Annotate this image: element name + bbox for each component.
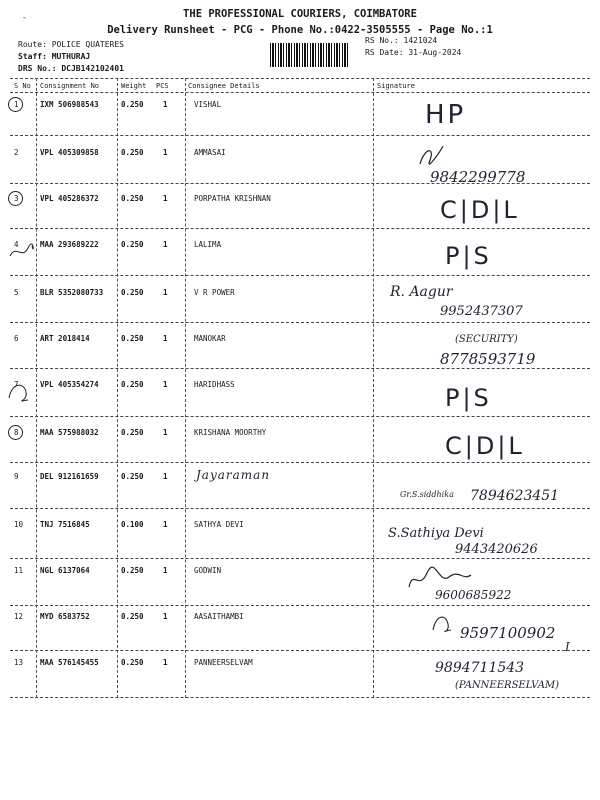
- weight-value: 0.250: [121, 428, 144, 437]
- row-rule: [10, 462, 590, 463]
- col-header-pcs: PCS: [156, 82, 169, 90]
- row-rule: [10, 228, 590, 229]
- row-sno: 7: [14, 380, 19, 389]
- consignment-number: VPL 405309858: [40, 148, 99, 157]
- staff-label: Staff: MUTHURAJ: [18, 52, 91, 61]
- pcs-value: 1: [163, 380, 168, 389]
- row-sno: 3: [14, 194, 19, 203]
- weight-value: 0.250: [121, 472, 144, 481]
- pcs-value: 1: [163, 612, 168, 621]
- row-sno: 1: [14, 100, 19, 109]
- circle-mark: [8, 425, 23, 440]
- pcs-value: 1: [163, 658, 168, 667]
- pcs-value: 1: [163, 100, 168, 109]
- consignment-number: MYD 6583752: [40, 612, 90, 621]
- signature-phone: 9894711543: [435, 660, 525, 676]
- weight-value: 0.250: [121, 380, 144, 389]
- signature-stamp: C|D|L: [445, 432, 525, 460]
- row-sno: 4: [14, 240, 19, 249]
- row-rule: [10, 558, 590, 559]
- rs-number: RS No.: 1421024: [365, 36, 438, 45]
- row-rule: [10, 416, 590, 417]
- consignee-name: V R POWER: [194, 288, 235, 297]
- pcs-value: 1: [163, 566, 168, 575]
- row-sno: 12: [14, 612, 24, 621]
- table-top-rule: [10, 78, 590, 79]
- consignment-number: MAA 576145455: [40, 658, 99, 667]
- scribble-mark: [6, 378, 32, 404]
- consignee-name: AASAITHAMBI: [194, 612, 244, 621]
- barcode-image: [270, 43, 350, 67]
- weight-value: 0.250: [121, 566, 144, 575]
- pcs-value: 1: [163, 428, 168, 437]
- consignment-number: NGL 6137064: [40, 566, 90, 575]
- weight-value: 0.250: [121, 148, 144, 157]
- signature-stamp: C|D|L: [440, 196, 520, 224]
- consignee-name: GODWIN: [194, 566, 222, 575]
- weight-value: 0.250: [121, 612, 144, 621]
- pcs-value: 1: [163, 194, 168, 203]
- consignee-name: PORPATHA KRISHNAN: [194, 194, 271, 203]
- consignee-name: HARIDHASS: [194, 380, 235, 389]
- consignee-name: SATHYA DEVI: [194, 520, 244, 529]
- col-header-signature: Signature: [377, 82, 415, 90]
- table-bottom-rule: [10, 697, 590, 698]
- signature-phone: 9443420626: [455, 542, 538, 557]
- row-rule: [10, 650, 590, 651]
- signature-stamp: P|S: [445, 384, 492, 412]
- drs-number: DRS No.: DCJB142102401: [18, 64, 124, 73]
- row-rule: [10, 275, 590, 276]
- consignee-name: LALIMA: [194, 240, 222, 249]
- row-rule: [10, 368, 590, 369]
- consignee-name: KRISHANA MOORTHY: [194, 428, 267, 437]
- rs-date: RS Date: 31-Aug-2024: [365, 48, 462, 57]
- pcs-value: 1: [163, 148, 168, 157]
- weight-value: 0.250: [121, 100, 144, 109]
- consignment-number: IXM 506988543: [40, 100, 99, 109]
- signature-mark: I: [565, 640, 570, 654]
- row-rule: [10, 322, 590, 323]
- row-sno: 5: [14, 288, 19, 297]
- consignment-number: MAA 575988032: [40, 428, 99, 437]
- circle-mark: [8, 191, 23, 206]
- pcs-value: 1: [163, 288, 168, 297]
- signature-stamp: P|S: [445, 242, 492, 270]
- consignment-number: TNJ 7516845: [40, 520, 90, 529]
- company-title: THE PROFESSIONAL COURIERS, COIMBATORE: [183, 8, 417, 20]
- row-sno: 9: [14, 472, 19, 481]
- pcs-value: 1: [163, 334, 168, 343]
- route-label: Route: POLICE QUATERES: [18, 40, 124, 49]
- consignment-number: DEL 912161659: [40, 472, 99, 481]
- consignment-number: BLR 5352080733: [40, 288, 104, 297]
- row-rule: [10, 605, 590, 606]
- row-sno: 11: [14, 566, 24, 575]
- dash-mark: -: [22, 13, 27, 22]
- weight-value: 0.250: [121, 288, 144, 297]
- row-rule: [10, 508, 590, 509]
- signature-scribble: [430, 610, 454, 634]
- signature-name: S.Sathiya Devi: [388, 526, 484, 541]
- row-rule: [10, 135, 590, 136]
- signature-stamp: HP: [425, 100, 467, 130]
- signature-name: R. Aagur: [390, 284, 453, 300]
- signature-name: (PANNEERSELVAM): [455, 680, 560, 691]
- consignee-name: PANNEERSELVAM: [194, 658, 253, 667]
- consignee-name: AMMASAI: [194, 148, 226, 157]
- circle-mark: [8, 97, 23, 112]
- scribble-mark: [8, 242, 36, 262]
- weight-value: 0.100: [121, 520, 144, 529]
- signature-phone: 8778593719: [440, 350, 536, 368]
- consignment-number: ART 2018414: [40, 334, 90, 343]
- weight-value: 0.250: [121, 334, 144, 343]
- col-header-weight: Weight: [121, 82, 147, 90]
- consignment-number: VPL 405286372: [40, 194, 99, 203]
- row-rule: [10, 183, 590, 184]
- row-sno: 2: [14, 148, 19, 157]
- row-sno: 6: [14, 334, 19, 343]
- pcs-value: 1: [163, 520, 168, 529]
- col-header-consignment: Consignment No: [40, 82, 100, 90]
- runsheet-title: Delivery Runsheet - PCG - Phone No.:0422-3505555 - Page No.:1: [107, 24, 493, 36]
- col-header-consignee: Consignee Details: [188, 82, 260, 90]
- weight-value: 0.250: [121, 194, 144, 203]
- col-header-sno: S No: [14, 82, 31, 90]
- consignee-name: VISHAL: [194, 100, 222, 109]
- row-sno: 8: [14, 428, 19, 437]
- row-sno: 13: [14, 658, 24, 667]
- signature-phone: 9842299778: [430, 168, 526, 186]
- row-sno: 10: [14, 520, 24, 529]
- signature-phone: 7894623451: [470, 488, 560, 504]
- weight-value: 0.250: [121, 658, 144, 667]
- weight-value: 0.250: [121, 240, 144, 249]
- header-bottom-rule: [10, 92, 590, 93]
- consignee-name: MANOKAR: [194, 334, 226, 343]
- signature-name: Gr.S.siddhika: [400, 490, 454, 499]
- signature-name: (SECURITY): [455, 334, 518, 345]
- signature-phone: 9597100902: [460, 624, 556, 642]
- pcs-value: 1: [163, 240, 168, 249]
- consignment-number: MAA 293689222: [40, 240, 99, 249]
- pcs-value: 1: [163, 472, 168, 481]
- consignee-handwritten: Jayaraman: [196, 468, 271, 482]
- signature-phone: 9600685922: [435, 588, 512, 602]
- consignment-number: VPL 405354274: [40, 380, 99, 389]
- signature-phone: 9952437307: [440, 304, 523, 319]
